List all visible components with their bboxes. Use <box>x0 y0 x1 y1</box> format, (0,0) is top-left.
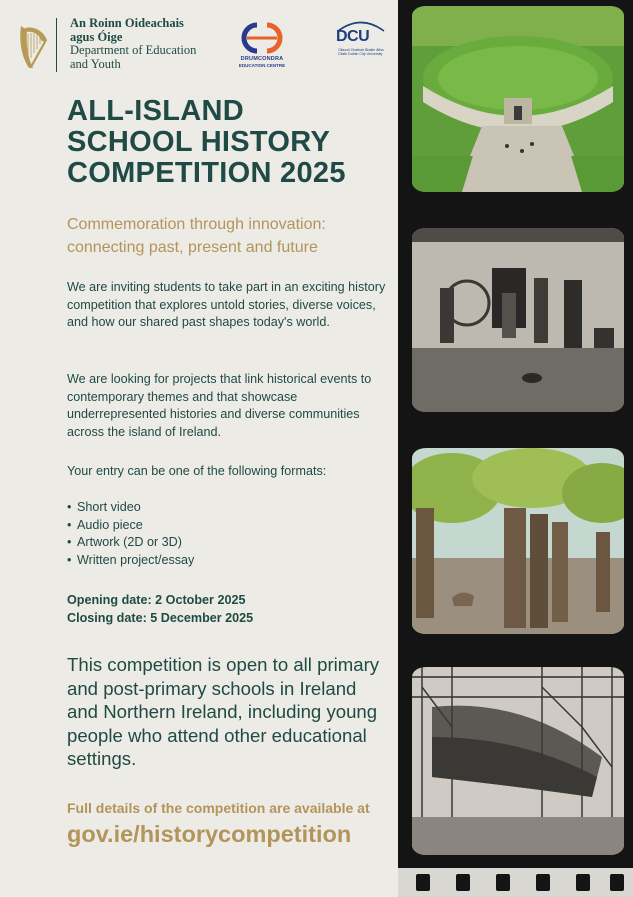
newgrange-photo <box>412 6 624 192</box>
list-item <box>67 534 194 552</box>
cottage-photo <box>412 228 624 412</box>
dept-english-line2: and Youth <box>70 56 121 71</box>
subtitle <box>67 213 326 259</box>
shipyard-photo <box>412 667 624 855</box>
header-divider <box>56 18 57 72</box>
bullet: • <box>67 535 72 549</box>
bullet: • <box>67 500 72 514</box>
eligibility-text: This competition is open to all primary and post-primary schools in Ireland and Northern Ireland, including young people who attend other educational settings. <box>67 654 380 769</box>
closing-date: Closing date: 5 December 2025 <box>67 610 254 625</box>
competition-url-link[interactable]: gov.ie/historycompetition <box>67 821 352 847</box>
header <box>0 0 398 90</box>
page-title <box>67 96 346 189</box>
title-line2: SCHOOL HISTORY <box>67 126 331 158</box>
intro-paragraph: We are inviting students to take part in an exciting history competition that explores untold stories, diverse voices, and how our shared past shapes today's world. <box>67 280 386 329</box>
format-item-label: Audio piece <box>77 517 143 532</box>
dept-irish-line2: agus Óige <box>70 29 123 44</box>
details-text: Full details of the competition are available at <box>67 800 370 816</box>
list-item <box>67 517 194 535</box>
film-sprockets <box>398 868 633 897</box>
list-item <box>67 552 194 570</box>
subtitle-line2: connecting past, present and future <box>67 239 318 256</box>
drumcondra-mark-icon <box>233 20 291 56</box>
format-item-label: Short video <box>77 500 141 514</box>
title-line1: ALL-ISLAND <box>67 95 244 127</box>
formats-list <box>67 499 194 569</box>
list-item <box>67 499 194 517</box>
format-item-label: Written project/essay <box>77 552 195 567</box>
bullet: • <box>67 517 72 532</box>
projects-paragraph: We are looking for projects that link historical events to contemporary themes and that showcase underrepresented histories and diverse communities across the island of Ireland. <box>67 372 372 439</box>
drumcondra-sub: EDUCATION CENTRE <box>238 63 286 68</box>
dept-english-line1: Department of Education <box>70 43 197 57</box>
famine-sculptures-photo <box>412 448 624 634</box>
dcu-logo <box>336 20 386 70</box>
dcu-name: DCU <box>336 28 370 45</box>
harp-icon <box>15 22 51 72</box>
subtitle-line1: Commemoration through innovation: <box>67 216 326 233</box>
film-strip <box>398 0 633 897</box>
dept-irish-line1: An Roinn Oideachais <box>70 16 184 30</box>
dcu-sub: Ollscoil Chathair Bhaile Átha Cliath Dublin City University <box>338 48 384 57</box>
drumcondra-name: DRUMCONDRA <box>240 56 284 62</box>
bullet: • <box>67 552 72 567</box>
department-name <box>70 17 196 71</box>
dates <box>67 592 253 627</box>
title-line3: COMPETITION 2025 <box>67 157 346 189</box>
formats-intro: Your entry can be one of the following formats: <box>67 464 327 478</box>
format-item-label: Artwork (2D or 3D) <box>77 535 182 549</box>
drumcondra-logo <box>233 20 291 72</box>
opening-date: Opening date: 2 October 2025 <box>67 593 246 607</box>
